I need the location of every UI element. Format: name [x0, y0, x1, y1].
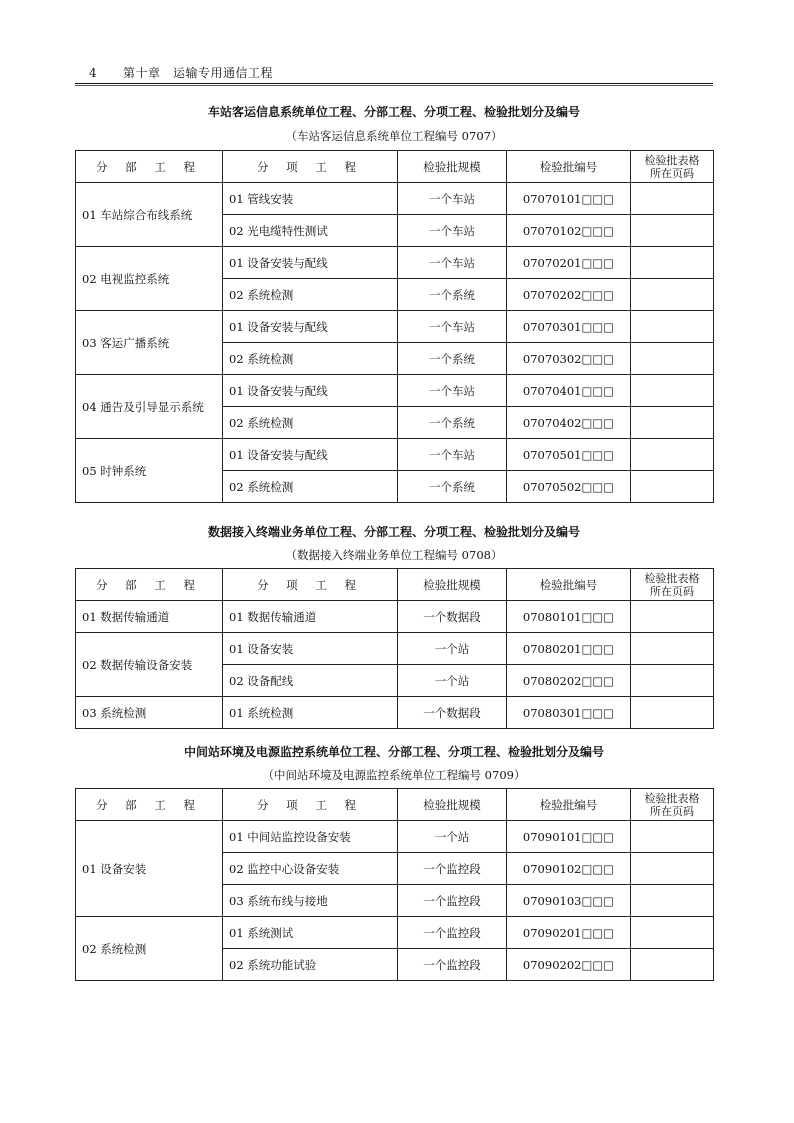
lot-number-cell: 07070402□□□: [507, 407, 631, 439]
lot-size-cell: 一个监控段: [398, 885, 507, 917]
page-ref-cell: [631, 215, 714, 247]
sub-item-cell: 01 设备安装: [223, 633, 398, 665]
division-table: [75, 788, 714, 981]
lot-size-cell: 一个数据段: [398, 697, 507, 729]
sub-item-cell: 02 光电缆特性测试: [223, 215, 398, 247]
sub-item-cell: 01 设备安装与配线: [223, 439, 398, 471]
sub-item-cell: 02 设备配线: [223, 665, 398, 697]
lot-number-cell: 07070302□□□: [507, 343, 631, 375]
lot-size-cell: 一个站: [398, 821, 507, 853]
col-page-ref-header: [631, 151, 714, 183]
lot-size-cell: 一个车站: [398, 215, 507, 247]
lot-number-cell: 07090103□□□: [507, 885, 631, 917]
table-row: [76, 697, 714, 729]
page-ref-cell: [631, 885, 714, 917]
sub-item-cell: 01 管线安装: [223, 183, 398, 215]
lot-size-cell: 一个站: [398, 633, 507, 665]
col-lot-size-header: 检验批规模: [398, 789, 507, 821]
page-ref-cell: [631, 279, 714, 311]
division-cell: 04 通告及引导显示系统: [76, 375, 223, 439]
lot-number-cell: 07080101□□□: [507, 601, 631, 633]
page-ref-cell: [631, 375, 714, 407]
table-subtitle: （数据接入终端业务单位工程编号 0708）: [285, 548, 503, 562]
sub-item-cell: 02 系统检测: [223, 343, 398, 375]
page-number: 4: [89, 66, 97, 80]
sub-item-cell: 01 中间站监控设备安装: [223, 821, 398, 853]
lot-number-cell: 07070502□□□: [507, 471, 631, 503]
sub-item-cell: 01 数据传输通道: [223, 601, 398, 633]
lot-size-cell: 一个车站: [398, 311, 507, 343]
page-ref-header-line2: 所在页码: [650, 166, 694, 180]
col-sub-division-header: 分 部 工 程: [76, 151, 223, 183]
division-cell: 03 客运广播系统: [76, 311, 223, 375]
page-ref-cell: [631, 917, 714, 949]
page-ref-cell: [631, 601, 714, 633]
lot-number-cell: 07090102□□□: [507, 853, 631, 885]
col-lot-size-header: 检验批规模: [398, 151, 507, 183]
page-ref-cell: [631, 821, 714, 853]
lot-number-cell: 07070301□□□: [507, 311, 631, 343]
page-ref-cell: [631, 311, 714, 343]
table-row: [76, 601, 714, 633]
table-subtitle: （中间站环境及电源监控系统单位工程编号 0709）: [262, 768, 526, 782]
lot-number-cell: 07090202□□□: [507, 949, 631, 981]
table-row: [76, 917, 714, 949]
col-lot-number-header: 检验批编号: [507, 151, 631, 183]
col-lot-number-header: 检验批编号: [507, 789, 631, 821]
page-ref-cell: [631, 407, 714, 439]
lot-size-cell: 一个监控段: [398, 949, 507, 981]
division-table: [75, 150, 714, 503]
col-page-ref-header: [631, 789, 714, 821]
table-header-row: [76, 151, 714, 183]
col-lot-number-header: 检验批编号: [507, 569, 631, 601]
sub-item-cell: 01 设备安装与配线: [223, 311, 398, 343]
table-row: [76, 375, 714, 407]
lot-number-cell: 07080301□□□: [507, 697, 631, 729]
lot-size-cell: 一个车站: [398, 247, 507, 279]
sub-item-cell: 02 系统功能试验: [223, 949, 398, 981]
col-sub-item-header: 分 项 工 程: [223, 151, 398, 183]
col-sub-item-header: 分 项 工 程: [223, 789, 398, 821]
sub-item-cell: 03 系统布线与接地: [223, 885, 398, 917]
table-title: 车站客运信息系统单位工程、分部工程、分项工程、检验批划分及编号: [207, 105, 580, 119]
sub-item-cell: 01 系统检测: [223, 697, 398, 729]
lot-number-cell: 07080201□□□: [507, 633, 631, 665]
page-ref-cell: [631, 247, 714, 279]
header-rule: [75, 83, 713, 84]
page-ref-header-line1: 检验批表格: [644, 791, 700, 805]
division-cell: 01 数据传输通道: [76, 601, 223, 633]
table-header-row: [76, 569, 714, 601]
col-sub-division-header: 分 部 工 程: [76, 789, 223, 821]
lot-size-cell: 一个系统: [398, 407, 507, 439]
lot-size-cell: 一个系统: [398, 471, 507, 503]
lot-size-cell: 一个数据段: [398, 601, 507, 633]
table-row: [76, 247, 714, 279]
lot-size-cell: 一个车站: [398, 375, 507, 407]
lot-size-cell: 一个站: [398, 665, 507, 697]
lot-size-cell: 一个车站: [398, 439, 507, 471]
table-row: [76, 183, 714, 215]
table-header-row: [76, 789, 714, 821]
division-cell: 01 设备安装: [76, 821, 223, 917]
lot-size-cell: 一个监控段: [398, 917, 507, 949]
col-sub-item-header: 分 项 工 程: [223, 569, 398, 601]
page-ref-cell: [631, 697, 714, 729]
page-ref-header-line2: 所在页码: [650, 804, 694, 818]
lot-number-cell: 07070102□□□: [507, 215, 631, 247]
division-table: [75, 568, 714, 729]
lot-size-cell: 一个监控段: [398, 853, 507, 885]
col-page-ref-header: [631, 569, 714, 601]
page-ref-cell: [631, 949, 714, 981]
sub-item-cell: 01 系统测试: [223, 917, 398, 949]
lot-number-cell: 07070202□□□: [507, 279, 631, 311]
col-lot-size-header: 检验批规模: [398, 569, 507, 601]
page-ref-cell: [631, 471, 714, 503]
lot-number-cell: 07070201□□□: [507, 247, 631, 279]
page-ref-header-line1: 检验批表格: [644, 571, 700, 585]
lot-number-cell: 07080202□□□: [507, 665, 631, 697]
page-ref-header-line1: 检验批表格: [644, 153, 700, 167]
page-ref-cell: [631, 633, 714, 665]
lot-size-cell: 一个车站: [398, 183, 507, 215]
table-row: [76, 311, 714, 343]
sub-item-cell: 02 系统检测: [223, 471, 398, 503]
sub-item-cell: 02 系统检测: [223, 279, 398, 311]
lot-size-cell: 一个系统: [398, 343, 507, 375]
page-ref-cell: [631, 853, 714, 885]
page-ref-cell: [631, 183, 714, 215]
lot-number-cell: 07070501□□□: [507, 439, 631, 471]
page-header: [75, 64, 713, 82]
page-ref-header-line2: 所在页码: [650, 584, 694, 598]
table-subtitle: （车站客运信息系统单位工程编号 0707）: [285, 129, 503, 143]
lot-number-cell: 07090201□□□: [507, 917, 631, 949]
lot-size-cell: 一个系统: [398, 279, 507, 311]
sub-item-cell: 02 系统检测: [223, 407, 398, 439]
lot-number-cell: 07070401□□□: [507, 375, 631, 407]
lot-number-cell: 07090101□□□: [507, 821, 631, 853]
table-row: [76, 633, 714, 665]
division-cell: 03 系统检测: [76, 697, 223, 729]
sub-item-cell: 02 监控中心设备安装: [223, 853, 398, 885]
page-ref-cell: [631, 343, 714, 375]
page-ref-cell: [631, 665, 714, 697]
division-cell: 01 车站综合布线系统: [76, 183, 223, 247]
page-ref-cell: [631, 439, 714, 471]
sub-item-cell: 01 设备安装与配线: [223, 375, 398, 407]
chapter-title: 第十章 运输专用通信工程: [123, 66, 274, 80]
lot-number-cell: 07070101□□□: [507, 183, 631, 215]
division-cell: 05 时钟系统: [76, 439, 223, 503]
division-cell: 02 数据传输设备安装: [76, 633, 223, 697]
table-title: 中间站环境及电源监控系统单位工程、分部工程、分项工程、检验批划分及编号: [183, 745, 604, 759]
division-cell: 02 系统检测: [76, 917, 223, 981]
table-row: [76, 439, 714, 471]
col-sub-division-header: 分 部 工 程: [76, 569, 223, 601]
table-row: [76, 821, 714, 853]
division-cell: 02 电视监控系统: [76, 247, 223, 311]
header-rule-thin: [75, 85, 713, 86]
table-title: 数据接入终端业务单位工程、分部工程、分项工程、检验批划分及编号: [207, 525, 580, 539]
sub-item-cell: 01 设备安装与配线: [223, 247, 398, 279]
